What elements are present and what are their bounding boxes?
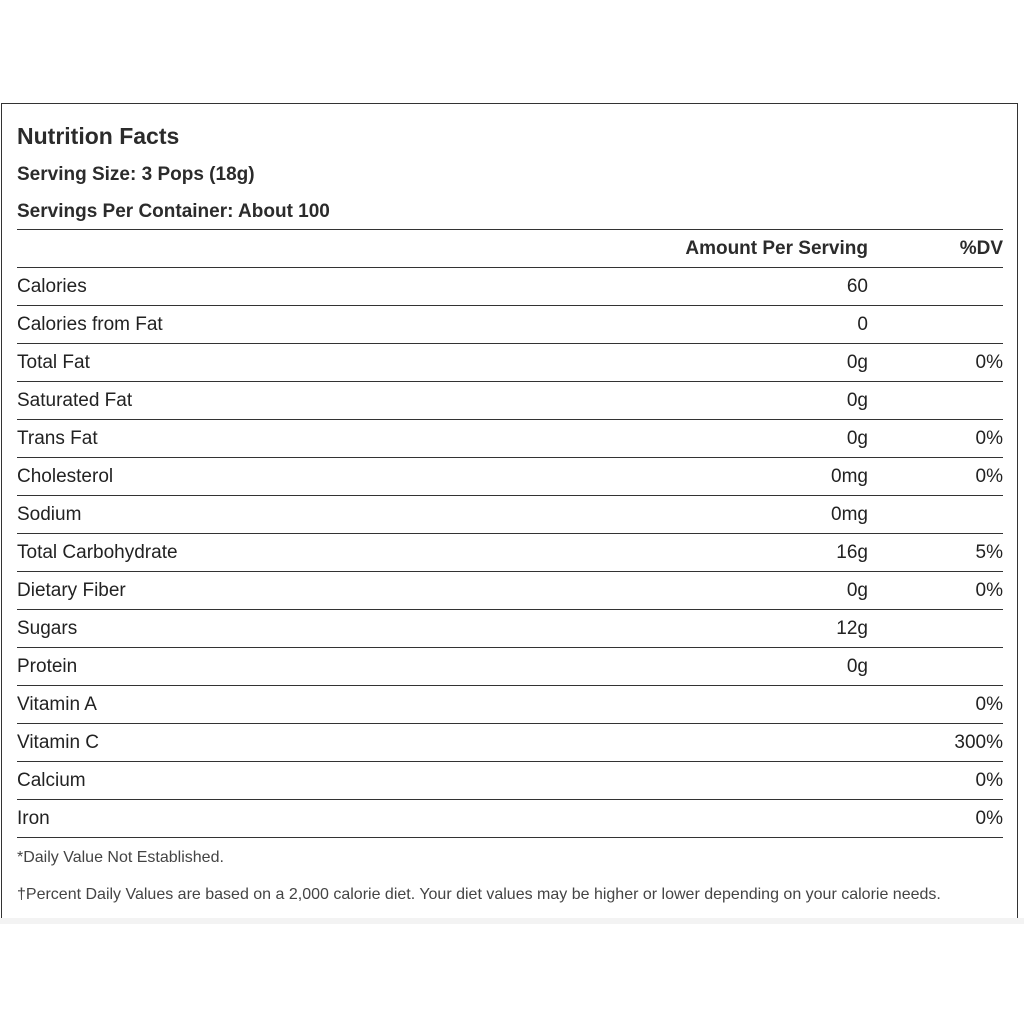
- dv-header: %DV: [959, 238, 1003, 259]
- nutrient-name: Sugars: [17, 618, 78, 639]
- amount-per-serving-header: Amount Per Serving: [685, 238, 868, 259]
- table-row: [17, 571, 1003, 609]
- nutrient-amount: 0g: [846, 390, 868, 411]
- nutrient-name: Cholesterol: [17, 466, 114, 487]
- nutrient-amount: 0g: [846, 580, 868, 601]
- nutrient-dv: 300%: [954, 732, 1003, 753]
- nutrient-name: Total Carbohydrate: [17, 542, 178, 563]
- serving-size: Serving Size: 3 Pops (18g): [17, 164, 255, 185]
- bottom-edge: [0, 918, 1024, 924]
- table-row: [17, 799, 1003, 838]
- nutrient-amount: 0g: [846, 428, 868, 449]
- nutrient-name: Sodium: [17, 504, 82, 525]
- nutrient-amount: 0g: [846, 656, 868, 677]
- table-row: [17, 381, 1003, 419]
- nutrition-rows: [17, 267, 1003, 838]
- nutrient-dv: 0%: [975, 352, 1003, 373]
- footnote-not-established: *Daily Value Not Established.: [17, 849, 224, 866]
- nutrient-dv: 0%: [975, 808, 1003, 829]
- nutrient-name: Saturated Fat: [17, 390, 133, 411]
- table-row: [17, 457, 1003, 495]
- table-row: [17, 419, 1003, 457]
- nutrient-name: Calcium: [17, 770, 86, 791]
- nutrient-name: Vitamin C: [17, 732, 100, 753]
- nutrient-amount: 0mg: [831, 504, 868, 525]
- nutrient-name: Vitamin A: [17, 694, 97, 715]
- table-row: [17, 533, 1003, 571]
- table-row: [17, 761, 1003, 799]
- nutrient-dv: 0%: [975, 580, 1003, 601]
- table-row: [17, 609, 1003, 647]
- nutrient-dv: 5%: [975, 542, 1003, 563]
- nutrient-amount: 0mg: [831, 466, 868, 487]
- nutrient-amount: 0: [857, 314, 868, 335]
- nutrient-name: Total Fat: [17, 352, 90, 373]
- table-row: [17, 267, 1003, 305]
- nutrient-name: Dietary Fiber: [17, 580, 126, 601]
- table-row: [17, 647, 1003, 685]
- nutrition-table: [17, 229, 1003, 838]
- nutrient-amount: 16g: [836, 542, 868, 563]
- table-row: [17, 723, 1003, 761]
- nutrition-title: Nutrition Facts: [17, 123, 180, 149]
- table-row: [17, 685, 1003, 723]
- nutrient-amount: 12g: [836, 618, 868, 639]
- nutrient-name: Protein: [17, 656, 78, 677]
- nutrient-dv: 0%: [975, 770, 1003, 791]
- table-row: [17, 343, 1003, 381]
- footnote-percent-dv: †Percent Daily Values are based on a 2,000 calorie diet. Your diet values may be higher or lower depending on your calorie needs.: [17, 886, 941, 903]
- nutrient-name: Calories: [17, 276, 87, 297]
- nutrient-name: Trans Fat: [17, 428, 98, 449]
- nutrition-facts-panel: [1, 103, 1018, 919]
- nutrient-dv: 0%: [975, 428, 1003, 449]
- servings-per-container: Servings Per Container: About 100: [17, 201, 330, 222]
- nutrient-dv: 0%: [975, 466, 1003, 487]
- nutrient-amount: 60: [846, 276, 868, 297]
- table-header-row: [17, 229, 1003, 267]
- nutrient-dv: 0%: [975, 694, 1003, 715]
- nutrient-amount: 0g: [846, 352, 868, 373]
- table-row: [17, 305, 1003, 343]
- table-row: [17, 495, 1003, 533]
- nutrient-name: Iron: [17, 808, 50, 829]
- nutrient-name: Calories from Fat: [17, 314, 163, 335]
